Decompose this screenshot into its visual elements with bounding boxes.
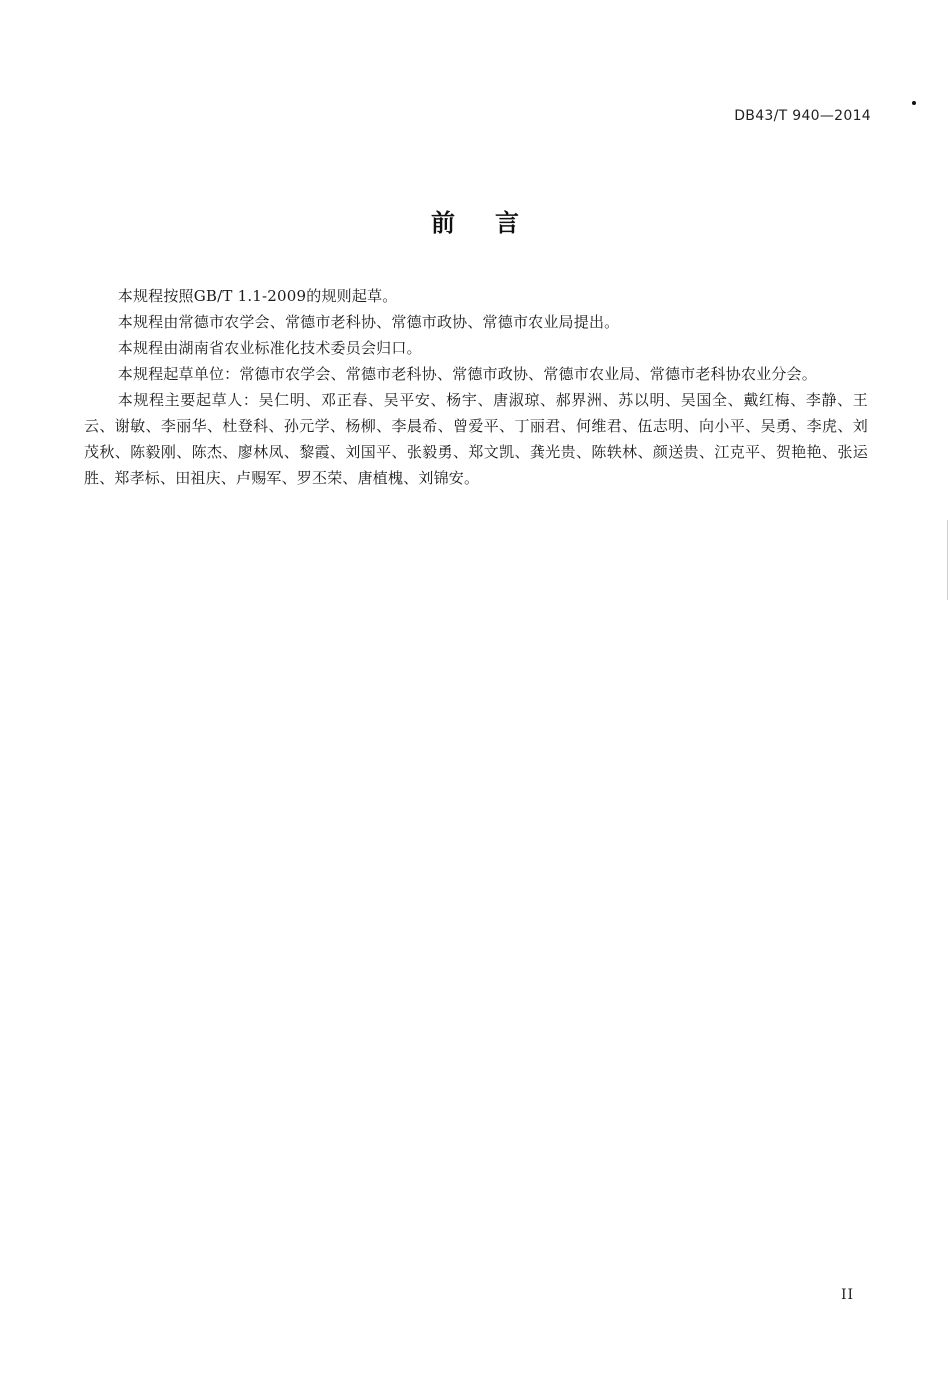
scan-edge-line [947, 520, 948, 600]
page-title: 前言 [431, 209, 559, 237]
paragraph-centralized-by: 本规程由湖南省农业标准化技术委员会归口。 [117, 339, 422, 357]
paragraph-drafting-units: 本规程起草单位：常德市农学会、常德市老科协、常德市政协、常德市农业局、常德市老科协农业分会。 [117, 365, 817, 383]
paragraph-proposed-by: 本规程由常德市农学会、常德市老科协、常德市政协、常德市农业局提出。 [117, 313, 620, 331]
document-code: DB43/T 940—2014 [734, 108, 871, 124]
foreword-body [84, 283, 868, 491]
page-number: II [840, 1287, 854, 1303]
paragraph-main-drafters: 本规程主要起草人：吴仁明、邓正春、吴平安、杨宇、唐淑琼、郝界洲、苏以明、吴国全、戴红梅、李静、王云、谢敏、李丽华、杜登科、孙元学、杨柳、李晨希、曾爱平、丁丽君、何维君、伍志明、向小平、吴勇、李虎、刘茂秋、陈毅刚、陈杰、廖林凤、黎霞、刘国平、张毅勇、郑文凯、龚光贵、陈轶林、颜送贵、江克平、贺艳艳、张运胜、郑孝标、田祖庆、卢赐军、罗丕荣、唐植槐、刘锦安。 [84, 391, 868, 487]
scan-dot-mark [912, 101, 916, 105]
paragraph-drafting-rules: 本规程按照GB/T 1.1-2009的规则起草。 [117, 287, 398, 305]
